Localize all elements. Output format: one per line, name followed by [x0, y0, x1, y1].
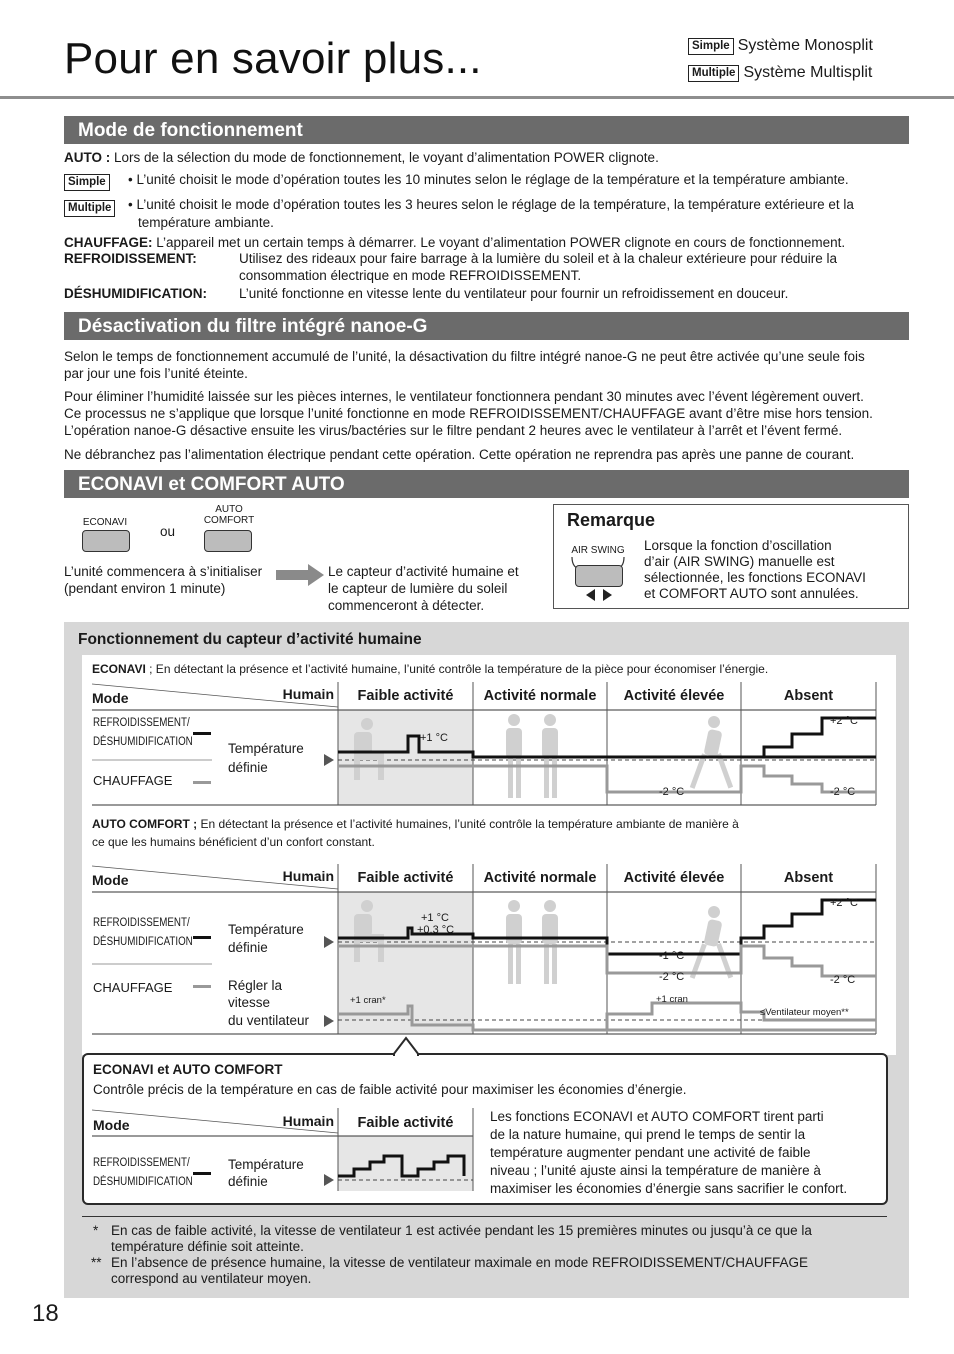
footnote-1-line-2: température définie soit atteinte. — [111, 1239, 304, 1254]
eco-col-absent: Absent — [783, 688, 834, 704]
remark-text-2: d’air (AIR SWING) manuelle est — [644, 554, 835, 569]
ac-label-minus2b: -2 °C — [830, 974, 856, 986]
ac-desc-label: AUTO COMFORT ; — [92, 817, 198, 831]
heat-label: CHAUFFAGE: — [64, 235, 153, 250]
combo-col-low: Faible activité — [357, 1115, 454, 1131]
ac-desc-text-2: ce que les humains bénéficient d’un confort constant. — [92, 835, 375, 849]
eco-temp-2: définie — [228, 760, 268, 775]
detect-text-1: Le capteur d’activité humaine et — [328, 564, 519, 579]
ac-label-cran1: +1 cran* — [350, 995, 386, 1006]
or-text: ou — [160, 524, 176, 539]
ac-label-plus1: +1 °C — [421, 912, 449, 924]
section-heading-econavi: ECONAVI et COMFORT AUTO — [64, 470, 909, 498]
auto-comfort-button-label — [196, 504, 262, 526]
multiple-inline-tag: Multiple — [64, 200, 115, 217]
heat-paragraph — [64, 234, 845, 252]
ac-mode-cool-1: REFROIDISSEMENT/ — [93, 917, 190, 929]
combo-title: ECONAVI et AUTO COMFORT — [93, 1062, 283, 1077]
simple-row — [64, 172, 114, 191]
arrow-icon — [324, 1174, 334, 1186]
combo-col-mode: Mode — [93, 1117, 130, 1133]
sensor-heading: Fonctionnement du capteur d’activité humaine — [78, 631, 422, 648]
nanoe-p1-1: Selon le temps de fonctionnement accumulé de l’unité, la désactivation du filtre intégré nanoe-G ne peut être activée qu’une seule fois — [64, 349, 865, 364]
nanoe-p2-3: L’opération nanoe-G désactive ensuite les virus/bactéries sur le filtre pendant 2 heures avec le ventilateur à l’arrêt et l’évent fermé. — [64, 423, 843, 438]
ac-col-low: Faible activité — [357, 870, 454, 886]
auto-comfort-button[interactable] — [204, 530, 252, 552]
footnote-1-marker: * — [93, 1223, 99, 1238]
ac-temp-2: définie — [228, 940, 268, 955]
section-heading-nanoe: Désactivation du filtre intégré nanoe-G — [64, 312, 909, 340]
simple-tag: Simple — [688, 38, 734, 55]
cool-text-1: Utilisez des rideaux pour faire barrage à la lumière du soleil et à la chaleur extérieure pour réduire la — [239, 251, 838, 266]
combo-temp-2: définie — [228, 1174, 268, 1189]
combo-temp-1: Température — [228, 1157, 304, 1172]
init-text-2: (pendant environ 1 minute) — [64, 581, 226, 596]
arrow-icon — [324, 1015, 334, 1027]
header-divider — [0, 96, 954, 99]
left-right-arrows-icon — [586, 589, 612, 601]
nanoe-p2-1: Pour éliminer l’humidité laissée sur les pièces internes, le ventilateur fonctionnera pendant 30 minutes avec l’évent légèrement ouvert. — [64, 389, 864, 404]
auto-label-2: COMFORT — [203, 515, 255, 526]
nanoe-p1-2: par jour une fois l’unité éteinte. — [64, 366, 248, 381]
people-standing-icon — [506, 900, 558, 984]
eco-col-mode: Mode — [92, 690, 129, 706]
legend-multiple-text: Système Multisplit — [743, 63, 873, 81]
footnote-1-line-1: En cas de faible activité, la vitesse de ventilateur 1 est activée pendant les 15 premières minutes ou jusqu’à ce que la — [111, 1223, 812, 1238]
arrow-right-icon — [276, 564, 324, 586]
eco-col-high: Activité élevée — [623, 688, 725, 704]
detect-text-2: le capteur de lumière du soleil — [328, 581, 508, 596]
ac-col-absent: Absent — [783, 870, 834, 886]
ac-col-human: Humain — [282, 868, 334, 884]
ac-label-minus2: -2 °C — [659, 971, 685, 983]
ac-col-normal: Activité normale — [483, 870, 597, 886]
low-activity-shade — [338, 1136, 473, 1191]
multiple-text-1: • L’unité choisit le mode d’opération toutes les 3 heures selon le réglage de la température, la température extérieure et la — [128, 197, 854, 212]
page-number: 18 — [32, 1300, 59, 1327]
nanoe-p3: Ne débranchez pas l’alimentation électrique pendant cette opération. Cette opération ne reprendra pas après une panne de courant. — [64, 447, 855, 462]
auto-paragraph — [64, 149, 659, 167]
combo-desc-4: niveau ; l’unité ajuste ainsi la température de manière à — [490, 1163, 821, 1178]
eco-temp-1: Température — [228, 741, 304, 756]
ac-label-ventilo: ≤Ventilateur moyen** — [760, 1007, 849, 1018]
eco-label-minus2b: -2 °C — [830, 786, 856, 798]
eco-col-low: Faible activité — [357, 688, 454, 704]
person-running-icon — [690, 716, 733, 789]
combo-desc-2: de la nature humaine, qui prend le temps de sentir la — [490, 1127, 806, 1142]
remark-text-3: sélectionnée, les fonctions ECONAVI — [644, 570, 866, 585]
ac-mode-heat: CHAUFFAGE — [93, 980, 173, 995]
ac-col-high: Activité élevée — [623, 870, 725, 886]
eco-description — [92, 662, 768, 678]
ac-label-plus03: +0.3 °C — [417, 924, 455, 936]
detect-text-3: commenceront à détecter. — [328, 598, 485, 613]
ac-description-1 — [92, 817, 739, 833]
econavi-button-label: ECONAVI — [82, 517, 128, 528]
footnote-2-line-1: En l’absence de présence humaine, la vitesse de ventilateur maximale en mode REFROIDISSEMENT/CHAUFFAGE — [111, 1255, 809, 1270]
multiple-row — [64, 198, 119, 217]
ac-col-mode: Mode — [92, 872, 129, 888]
eco-col-normal: Activité normale — [483, 688, 597, 704]
auto-label-1: AUTO — [215, 504, 243, 515]
combo-desc-3: température augmenter pendant une activité de faible — [490, 1145, 811, 1160]
ac-label-plus2: +2 °C — [830, 897, 858, 909]
multiple-text-2: température ambiante. — [138, 215, 274, 230]
callout-pointer-icon — [393, 1036, 419, 1056]
heat-text: L’appareil met un certain temps à démarrer. Le voyant d’alimentation POWER clignote en cours de fonctionnement. — [156, 235, 846, 250]
eco-mode-cool-2: DÉSHUMIDIFICATION — [93, 736, 193, 748]
combo-desc-1: Les fonctions ECONAVI et AUTO COMFORT tirent parti — [490, 1109, 824, 1124]
ac-temp-1: Température — [228, 922, 304, 937]
multiple-tag: Multiple — [688, 65, 739, 82]
arrow-icon — [324, 936, 334, 948]
air-swing-button[interactable] — [575, 565, 623, 587]
eco-mode-heat: CHAUFFAGE — [93, 773, 173, 788]
eco-mode-cool-1: REFROIDISSEMENT/ — [93, 717, 190, 729]
combo-mode-1: REFROIDISSEMENT/ — [93, 1157, 190, 1169]
remark-text-4: et COMFORT AUTO sont annulées. — [644, 586, 859, 601]
ac-desc-text-1: En détectant la présence et l’activité humaines, l’unité contrôle la température ambiante de manière à — [200, 817, 739, 831]
ac-fan-1: Régler la — [228, 978, 283, 993]
combo-subtitle: Contrôle précis de la température en cas de faible activité pour maximiser les économies d’énergie. — [93, 1082, 687, 1097]
combo-mode-2: DÉSHUMIDIFICATION — [93, 1176, 193, 1188]
simple-text: • L’unité choisit le mode d’opération toutes les 10 minutes selon le réglage de la température et la température ambiante. — [128, 172, 849, 187]
remark-text-1: Lorsque la fonction d’oscillation — [644, 538, 832, 553]
eco-label-plus2: +2 °C — [830, 715, 858, 727]
eco-col-human: Humain — [282, 686, 334, 702]
dry-label: DÉSHUMIDIFICATION: — [64, 286, 207, 301]
nanoe-p2-2: Ce processus ne s’applique que lorsque l’unité fonctionne en mode REFROIDISSEMENT/CHAUFFAGE avant d’être mise hors tension. — [64, 406, 873, 421]
system-legend — [688, 36, 873, 90]
combo-col-human: Humain — [282, 1113, 334, 1129]
init-text-1: L’unité commencera à s’initialiser — [64, 564, 263, 579]
remark-title: Remarque — [567, 510, 656, 530]
footnote-2-line-2: correspond au ventilateur moyen. — [111, 1271, 312, 1286]
combo-desc-5: maximiser les économies d’énergie sans sacrifier le confort. — [490, 1181, 848, 1196]
footnote-2-marker: ** — [91, 1255, 102, 1270]
eco-desc-text: ; En détectant la présence et l’activité humaine, l’unité contrôle la température de la pièce pour économiser l’énergie. — [149, 662, 769, 676]
footnote-divider — [82, 1216, 887, 1217]
econavi-button[interactable] — [82, 530, 130, 552]
ac-fan-2: vitesse — [228, 995, 271, 1010]
ac-fan-3: du ventilateur — [228, 1013, 310, 1028]
ac-label-minus1: -1 °C — [659, 950, 685, 962]
ac-mode-cool-2: DÉSHUMIDIFICATION — [93, 936, 193, 948]
eco-label-minus2: -2 °C — [659, 786, 685, 798]
cool-label: REFROIDISSEMENT: — [64, 251, 197, 266]
auto-label: AUTO : — [64, 150, 111, 165]
section-heading-mode: Mode de fonctionnement — [64, 116, 909, 144]
arrow-icon — [324, 754, 334, 766]
page-title: Pour en savoir plus... — [64, 34, 482, 83]
eco-desc-label: ECONAVI — [92, 662, 146, 676]
ac-label-cran2: +1 cran — [656, 994, 688, 1005]
dry-text: L’unité fonctionne en vitesse lente du ventilateur pour fournir un refroidissement en douceur. — [239, 286, 789, 301]
air-swing-label: AIR SWING — [571, 545, 625, 556]
cool-text-2: consommation électrique en mode REFROIDISSEMENT. — [239, 268, 582, 283]
simple-inline-tag: Simple — [64, 174, 110, 191]
legend-simple-text: Système Monosplit — [737, 37, 873, 54]
eco-label-plus1: +1 °C — [420, 732, 448, 744]
auto-text: Lors de la sélection du mode de fonctionnement, le voyant d’alimentation POWER clignote. — [114, 150, 659, 165]
